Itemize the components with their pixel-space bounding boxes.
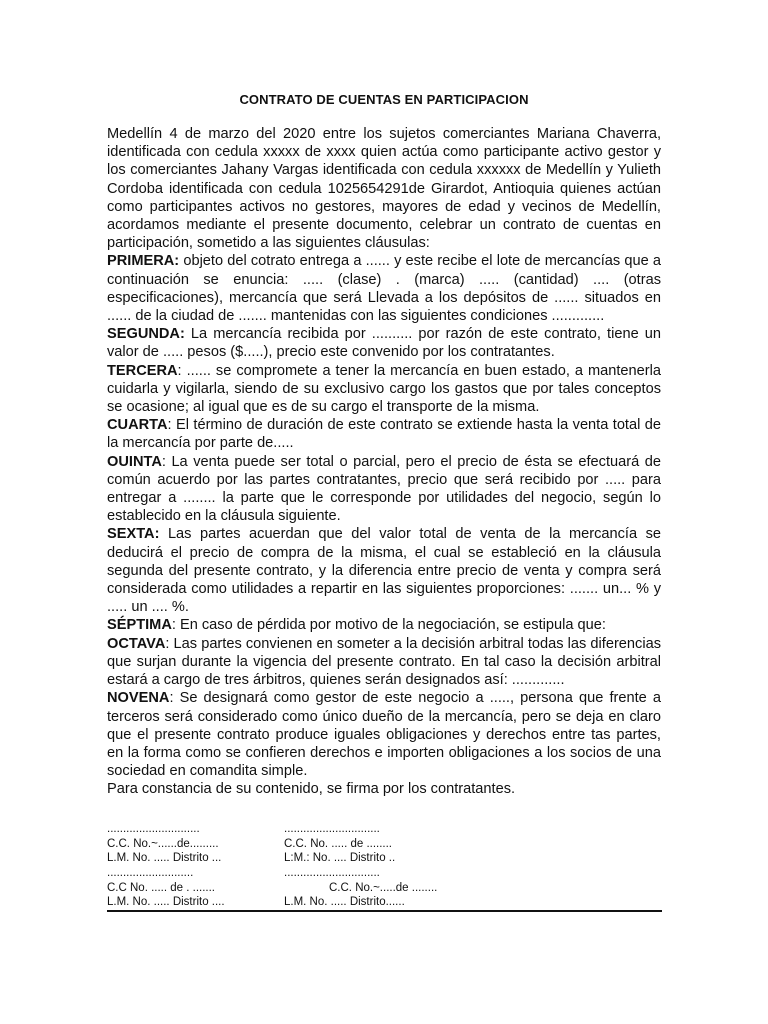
clause-label: NOVENA	[107, 690, 170, 707]
clause-label: OCTAVA	[107, 635, 166, 652]
closing-line: Para constancia de su contenido, se firma por los contratantes.	[107, 781, 516, 798]
clause-text: : Se designará como gestor de este negocio a ....., persona que frente a terceros será considerado como único dueño de la mercancía, pero se deja en claro que el presente contrato produce iguales obligaciones y derechos entre tas partes, en la forma como se confieren derechos e importen obligaciones a los socios de una sociedad en comandita simple.	[107, 690, 661, 780]
clause-segunda	[107, 325, 661, 361]
document-body	[107, 125, 661, 799]
lm-right: L.M. No. ..... Distrito......	[284, 896, 405, 908]
clause-text: : El término de duración de este contrato se extiende hasta la venta total de la mercancía por parte de.....	[107, 417, 661, 452]
clause-label: SÉPTIMA	[107, 617, 172, 634]
clause-label: SEGUNDA:	[107, 326, 185, 343]
signature-line-row	[107, 866, 667, 881]
clause-text: : Las partes convienen en someter a la decisión arbitral todas las diferencias que surjan durante la vigencia del presente contrato. En tal caso la decisión arbitral estará a cargo de tres árbitros, quienes serán designados así: .............	[107, 635, 661, 689]
clause-text: objeto del cotrato entrega a ...... y este recibe el lote de mercancías que a continuación se enuncia: ..... (clase) . (marca) ..... (cantidad) .... (otras especificaciones), mercancía que será Llevada a los depósitos de ...... situados en ...... de la ciudad de ....... mantenidas con las siguientes condiciones .............	[107, 253, 661, 325]
intro-paragraph: Medellín 4 de marzo del 2020 entre los sujetos comerciantes Mariana Chaverra, identificada con cedula xxxxx de xxxx quien actúa como participante activo gestor y los comerciantes Jahany Vargas identificada con cedula xxxxxx de Medellín y Yulieth Cordoba identificada con cedula 1025654291de Girardot, Antioquia quienes actúan como participantes activos no gestores, mayores de edad y vecinos de Medellín, acordamos mediante el presente documento, celebrar un contrato de cuentas en participación, sometido a las siguientes cláusulas:	[107, 126, 661, 252]
cc-left: C.C No. ..... de . .......	[107, 881, 216, 894]
clause-sexta	[107, 525, 661, 616]
lm-row	[107, 895, 667, 910]
cc-row	[107, 837, 667, 852]
clause-text: La mercancía recibida por .......... por razón de este contrato, tiene un valor de ..... pesos ($.....), precio este convenido por los contratantes.	[107, 326, 661, 361]
clause-septima	[107, 616, 661, 634]
cc-left: C.C. No.~......de.........	[107, 837, 219, 850]
clause-cuarta	[107, 416, 661, 452]
clause-text: : ...... se compromete a tener la mercancía en buen estado, a mantenerla cuidarla y vigilarla, siendo de su exclusivo cargo los gastos que por tales conceptos se ocasione; al igual que es de su cargo el transporte de la misma.	[107, 362, 661, 416]
signature-block-2	[107, 866, 667, 910]
bottom-rule	[107, 910, 662, 912]
cc-right: C.C. No. ..... de ........	[284, 837, 393, 850]
cc-row	[107, 881, 667, 896]
lm-row	[107, 851, 667, 866]
signature-line-left: ...........................	[107, 867, 194, 879]
clause-label: OUINTA	[107, 453, 162, 470]
clause-label: CUARTA	[107, 417, 168, 434]
document-title: CONTRATO DE CUENTAS EN PARTICIPACION	[239, 92, 529, 107]
signature-line-left: .............................	[107, 823, 200, 835]
clause-text: : En caso de pérdida por motivo de la negociación, se estipula que:	[171, 617, 606, 634]
clause-primera	[107, 252, 661, 325]
clause-label: SEXTA:	[107, 526, 160, 543]
clause-octava	[107, 635, 661, 690]
clause-tercera	[107, 362, 661, 417]
lm-right: L:M.: No. .... Distrito ..	[284, 852, 396, 864]
signature-line-right: ..............................	[284, 823, 380, 835]
lm-left: L.M. No. ..... Distrito ....	[107, 896, 225, 908]
signature-line-right: ..............................	[284, 867, 380, 879]
clause-text: Las partes acuerdan que del valor total de venta de la mercancía se deducirá el precio de compra de la misma, el cual se estableció en la cláusula segunda del presente contrato, y la diferencia entre precio de venta y compra será considerada como utilidades a repartir en las siguientes proporciones: ....... un... % y ..... un .... %.	[107, 526, 661, 616]
clause-label: PRIMERA:	[107, 253, 180, 270]
clause-quinta	[107, 453, 661, 526]
signature-line-row	[107, 822, 667, 837]
clause-label: TERCERA	[107, 362, 178, 379]
clause-text: : La venta puede ser total o parcial, pero el precio de ésta se efectuará de común acuerdo por las partes contratantes, precio que será recibido por ..... para entregar a ........ la parte que le corresponde por utilidades del negocio, según lo establecido en la cláusula siguiente.	[107, 453, 661, 525]
cc-right: C.C. No.~.....de ........	[329, 881, 438, 894]
lm-left: L.M. No. ..... Distrito ...	[107, 852, 222, 864]
clause-novena	[107, 689, 661, 780]
signature-block-1	[107, 822, 667, 866]
